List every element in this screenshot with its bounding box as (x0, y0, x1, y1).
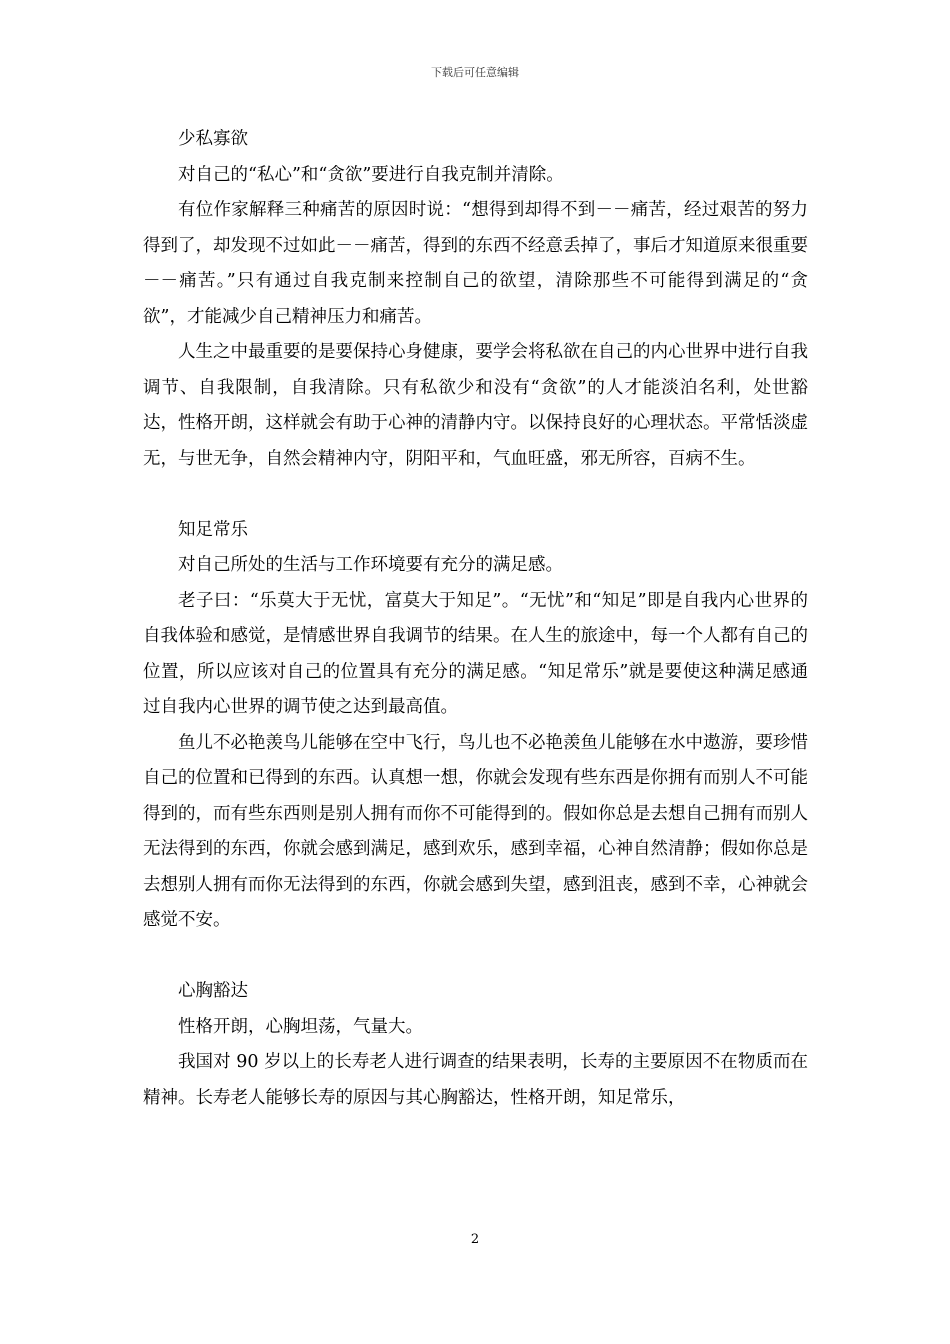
document-body (143, 122, 808, 1116)
section-title: 知足常乐 (178, 519, 248, 540)
paragraph: 有位作家解释三种痛苦的原因时说：“想得到却得不到－－痛苦，经过艰苦的努力得到了，却发现不过如此－－痛苦，得到的东西不经意丢掉了，事后才知道原来很重要－－痛苦。”只有通过自我克制来控制自己的欲望，清除那些不可能得到满足的“贪欲”，才能减少自己精神压力和痛苦。 (143, 200, 808, 327)
paragraph: 鱼儿不必艳羡鸟儿能够在空中飞行，鸟儿也不必艳羡鱼儿能够在水中遨游，要珍惜自己的位置和已得到的东西。认真想一想，你就会发现有些东西是你拥有而别人不可能得到的，而有些东西则是别人拥有而你不可能得到的。假如你总是去想自己拥有而别人无法得到的东西，你就会感到满足，感到欢乐，感到幸福，心神自然清静；假如你总是去想别人拥有而你无法得到的东西，你就会感到失望，感到沮丧，感到不幸，心神就会感觉不安。 (143, 732, 808, 930)
paragraph: 对自己的“私心”和“贪欲”要进行自我克制并清除。 (178, 164, 564, 185)
page-number: 2 (470, 1232, 480, 1247)
section-gap (143, 939, 808, 975)
paragraph: 对自己所处的生活与工作环境要有充分的满足感。 (178, 555, 563, 575)
paragraph: 老子曰：“乐莫大于无忧，富莫大于知足”。“无忧”和“知足”即是自我内心世界的自我体验和感觉，是情感世界自我调节的结果。在人生的旅途中，每一个人都有自己的位置，所以应该对自己的位置具有充分的满足感。“知足常乐”就是要使这种满足感通过自我内心世界的调节使之达到最高值。 (143, 590, 808, 717)
paragraph: 性格开朗，心胸坦荡，气量大。 (178, 1016, 423, 1037)
section-shaosi-guayu (143, 122, 808, 477)
paragraph: 我国对 90 岁以上的长寿老人进行调查的结果表明，长寿的主要原因不在物质而在精神。长寿老人能够长寿的原因与其心胸豁达，性格开朗，知足常乐， (143, 1052, 808, 1108)
section-title: 少私寡欲 (178, 129, 248, 149)
section-gap (143, 477, 808, 513)
section-title: 心胸豁达 (178, 981, 248, 1001)
page-header: 下载后可任意编辑 (431, 66, 519, 79)
section-xinxiong-huoda (143, 974, 808, 1116)
paragraph: 人生之中最重要的是要保持心身健康，要学会将私欲在自己的内心世界中进行自我调节、自我限制，自我清除。只有私欲少和没有“贪欲”的人才能淡泊名利，处世豁达，性格开朗，这样就会有助于心神的清静内守。以保持良好的心理状态。平常恬淡虚无，与世无争，自然会精神内守，阴阳平和，气血旺盛，邪无所容，百病不生。 (143, 342, 808, 469)
section-zhizu-changle (143, 513, 808, 939)
